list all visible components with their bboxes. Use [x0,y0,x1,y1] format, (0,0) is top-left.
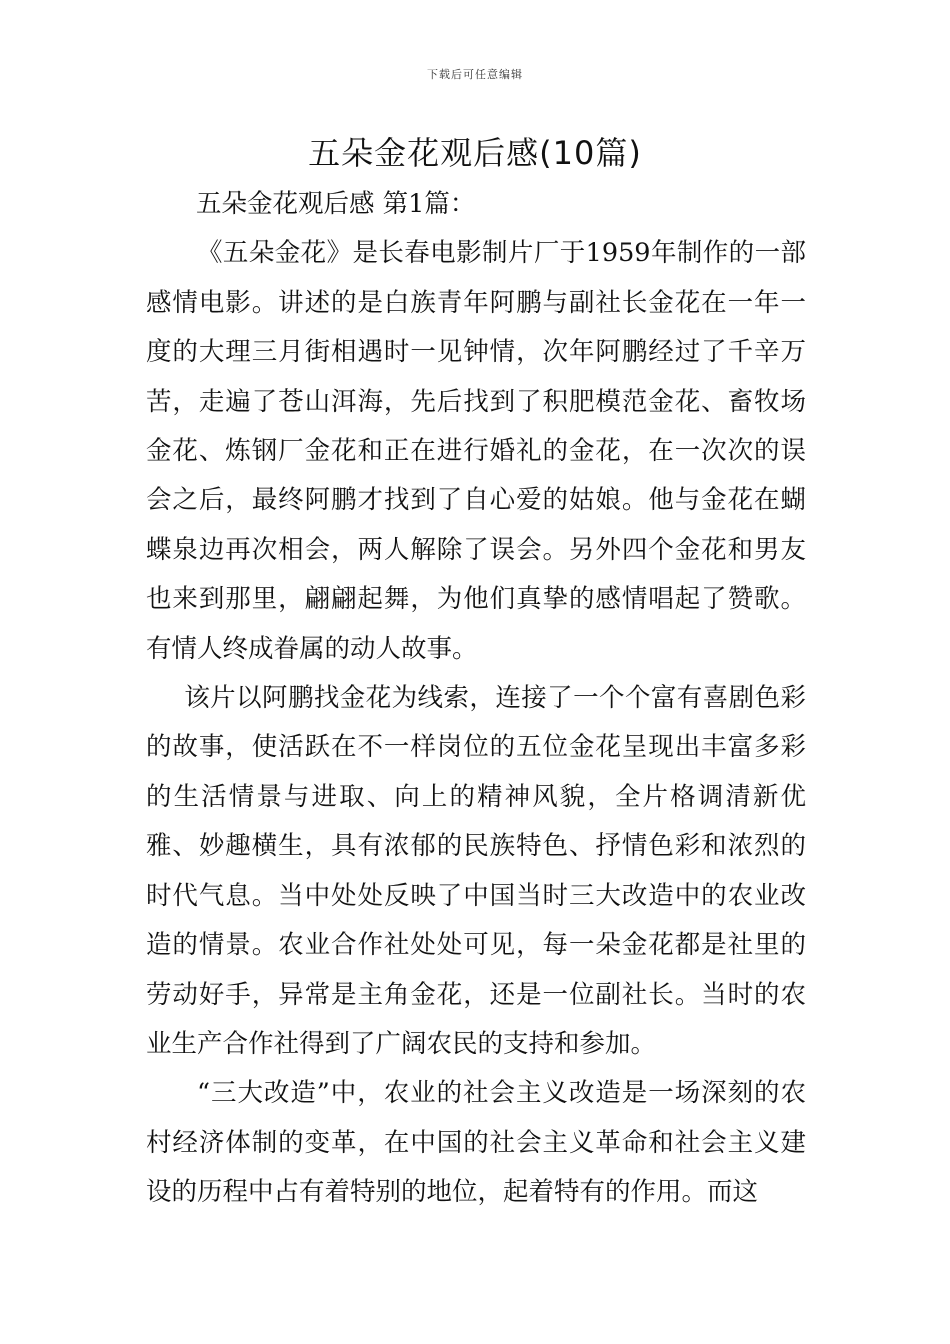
document-title: 五朵金花观后感(10篇) [308,134,642,172]
paragraph-1: 《五朵金花》是长春电影制片厂于1959年制作的一部感情电影。讲述的是白族青年阿鹏与副社长金花在一年一度的大理三月街相遇时一见钟情，次年阿鹏经过了千辛万苦，走遍了苍山洱海，先后找到了积肥模范金花、畜牧场金花、炼钢厂金花和正在进行婚礼的金花，在一次次的误会之后，最终阿鹏才找到了自心爱的姑娘。他与金花在蝴蝶泉边再次相会，两人解除了误会。另外四个金花和男友也来到那里，翩翩起舞，为他们真挚的感情唱起了赞歌。有情人终成眷属的动人故事。 [146,238,806,664]
paragraph-2: 该片以阿鹏找金花为线索，连接了一个个富有喜剧色彩的故事，使活跃在不一样岗位的五位金花呈现出丰富多彩的生活情景与进取、向上的精神风貌，全片格调清新优雅、妙趣横生，具有浓郁的民族特色、抒情色彩和浓烈的时代气息。当中处处反映了中国当时三大改造中的农业改造的情景。农业合作社处处可见，每一朵金花都是社里的劳动好手，异常是主角金花，还是一位副社长。当时的农业生产合作社得到了广阔农民的支持和参加。 [146,683,806,1059]
section-subheading: 五朵金花观后感 第1篇： [196,189,476,219]
document-body [146,180,806,1218]
page-header-note: 下载后可任意编辑 [427,68,523,81]
paragraph-3: “三大改造”中，农业的社会主义改造是一场深刻的农村经济体制的变革，在中国的社会主义革命和社会主义建设的历程中占有着特别的地位，起着特有的作用。而这 [146,1078,806,1208]
